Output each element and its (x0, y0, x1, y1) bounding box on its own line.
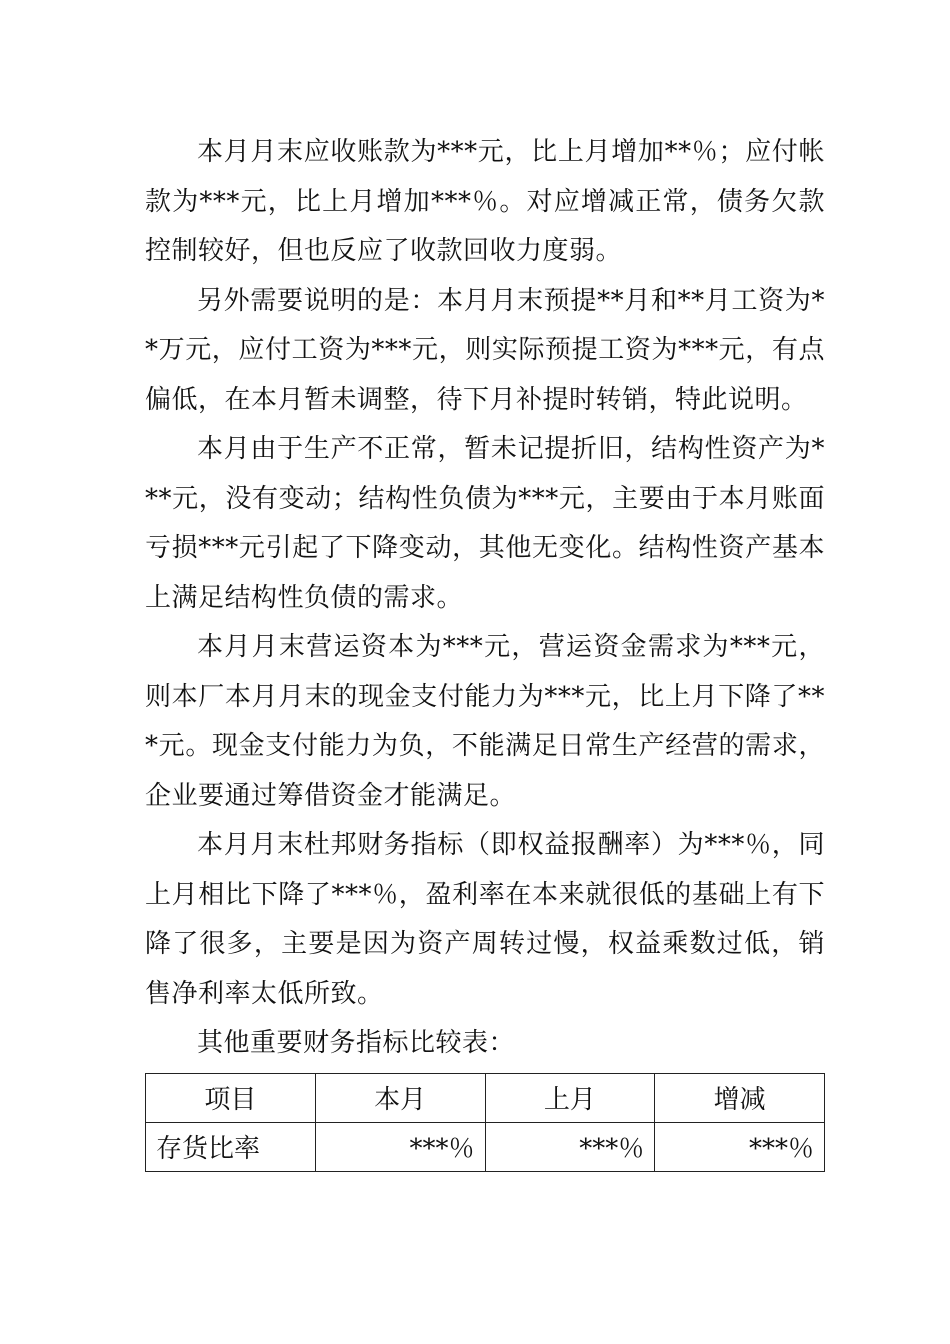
paragraph-dupont: 本月月末杜邦财务指标（即权益报酬率）为***％，同上月相比下降了***％，盈利率在本来就很低的基础上有下降了很多，主要是因为资产周转过慢，权益乘数过低，销售净利率太低所致。 (145, 830, 825, 1009)
row-label: 存货比率 (146, 1122, 316, 1171)
header-this-month: 本月 (315, 1073, 485, 1122)
cell-last-month: ***％ (485, 1122, 655, 1171)
table-row (146, 1122, 825, 1171)
table-caption: 其他重要财务指标比较表： (197, 1028, 516, 1058)
paragraph-working-capital: 本月月末营运资本为***元，营运资金需求为***元，则本厂本月月末的现金支付能力为***元，比上月下降了***元。现金支付能力为负，不能满足日常生产经营的需求，企业要通过筹借资金才能满足。 (145, 632, 825, 811)
header-change: 增减 (655, 1073, 825, 1122)
paragraph-structural-assets: 本月由于生产不正常，暂未记提折旧，结构性资产为***元，没有变动；结构性负债为***元，主要由于本月账面亏损***元引起了下降变动，其他无变化。结构性资产基本上满足结构性负债的需求。 (145, 434, 825, 613)
cell-this-month: ***％ (315, 1122, 485, 1171)
paragraph-receivables: 本月月末应收账款为***元，比上月增加**％；应付帐款为***元，比上月增加***％。对应增减正常，债务欠款控制较好，但也反应了收款回收力度弱。 (145, 137, 825, 266)
financial-indicators-table (145, 1073, 825, 1172)
header-item: 项目 (146, 1073, 316, 1122)
header-last-month: 上月 (485, 1073, 655, 1122)
table-header-row (146, 1073, 825, 1122)
cell-change: ***％ (655, 1122, 825, 1171)
document-page (145, 128, 825, 1172)
paragraph-wages-note: 另外需要说明的是：本月月末预提**月和**月工资为**万元，应付工资为***元，则实际预提工资为***元，有点偏低，在本月暂未调整，待下月补提时转销，特此说明。 (145, 285, 825, 415)
